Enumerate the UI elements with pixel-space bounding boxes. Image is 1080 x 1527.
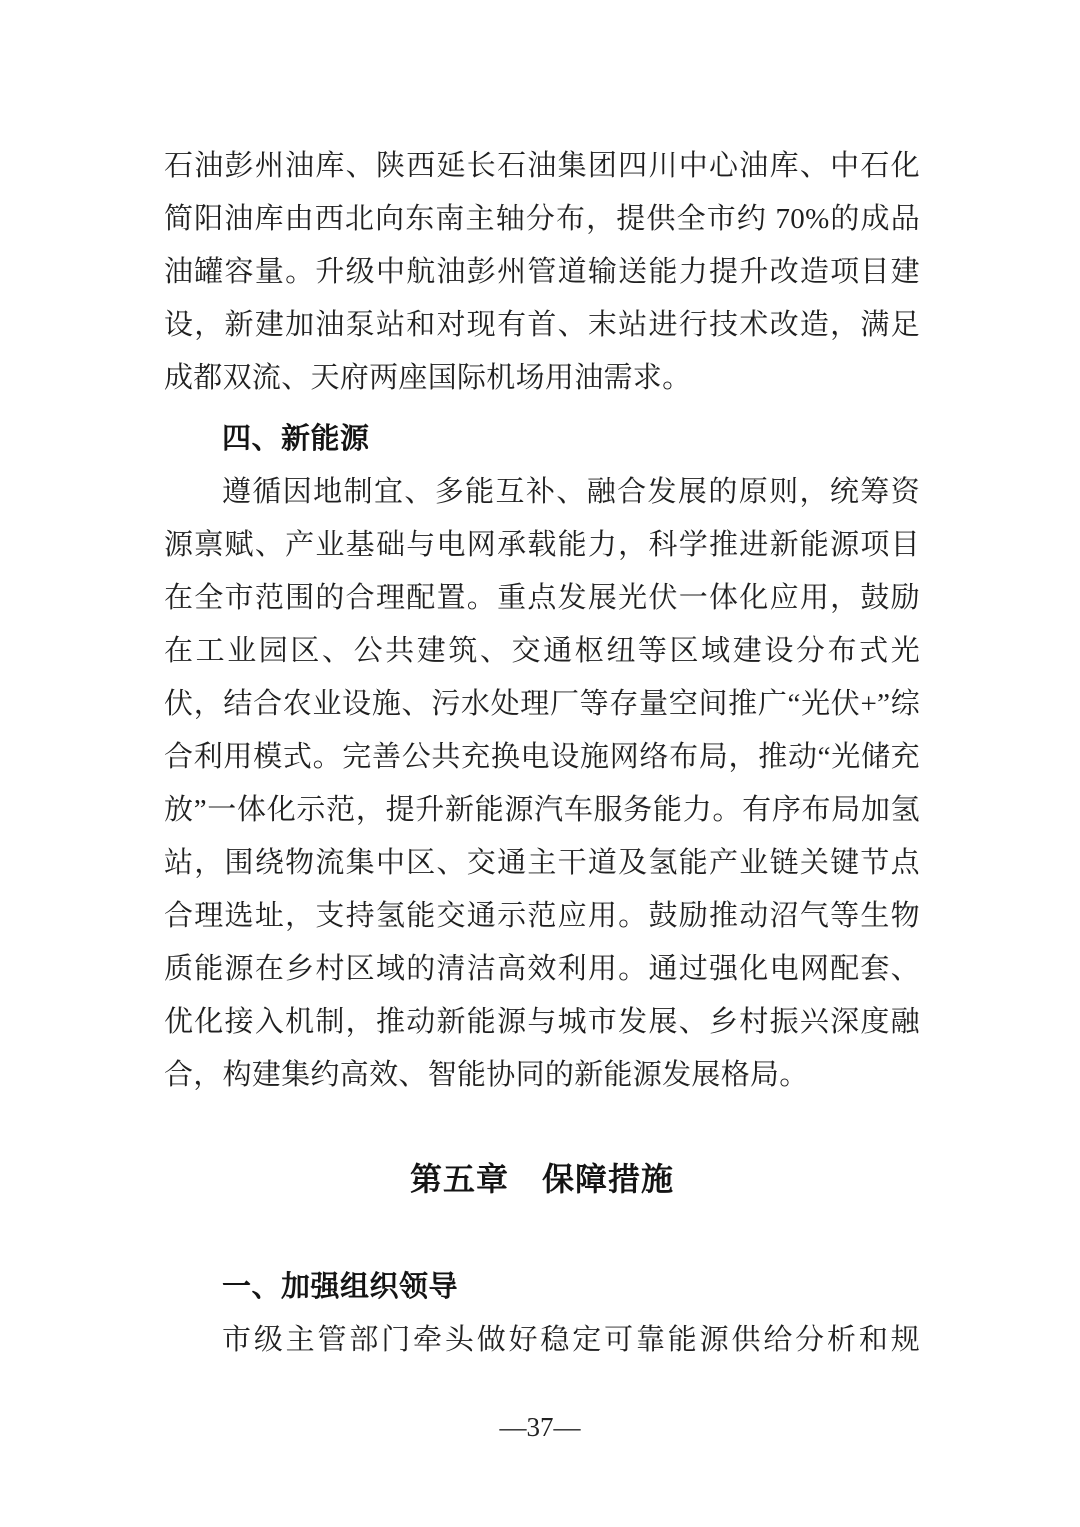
page-number: —37— <box>499 1412 581 1442</box>
continuation-paragraph: 石油彭州油库、陕西延长石油集团四川中心油库、中石化简阳油库由西北向东南主轴分布，提供全市约 70%的成品油罐容量。升级中航油彭州管道输送能力提升改造项目建设，新建加油泵站和对现有首、末站进行技术改造，满足成都双流、天府两座国际机场用油需求。 <box>164 150 920 394</box>
subsection-heading-organization-leadership: 一、加强组织领导 <box>222 1271 459 1303</box>
new-energy-paragraph: 遵循因地制宜、多能互补、融合发展的原则，统筹资源禀赋、产业基础与电网承载能力，科学推进新能源项目在全市范围的合理配置。重点发展光伏一体化应用，鼓励在工业园区、公共建筑、交通枢纽等区域建设分布式光伏，结合农业设施、污水处理厂等存量空间推广“光伏+”综合利用模式。完善公共充换电设施网络布局，推动“光储充放”一体化示范，提升新能源汽车服务能力。有序布局加氢站，围绕物流集中区、交通主干道及氢能产业链关键节点合理选址，支持氢能交通示范应用。鼓励推动沼气等生物质能源在乡村区域的清洁高效利用。通过强化电网配套、优化接入机制，推动新能源与城市发展、乡村振兴深度融合，构建集约高效、智能协同的新能源发展格局。 <box>164 476 920 1091</box>
section-heading-new-energy: 四、新能源 <box>222 423 370 455</box>
chapter-heading-safeguard-measures: 第五章 保障措施 <box>409 1161 674 1197</box>
page-content <box>164 140 920 1367</box>
organization-leadership-paragraph: 市级主管部门牵头做好稳定可靠能源供给分析和规 <box>222 1324 920 1356</box>
